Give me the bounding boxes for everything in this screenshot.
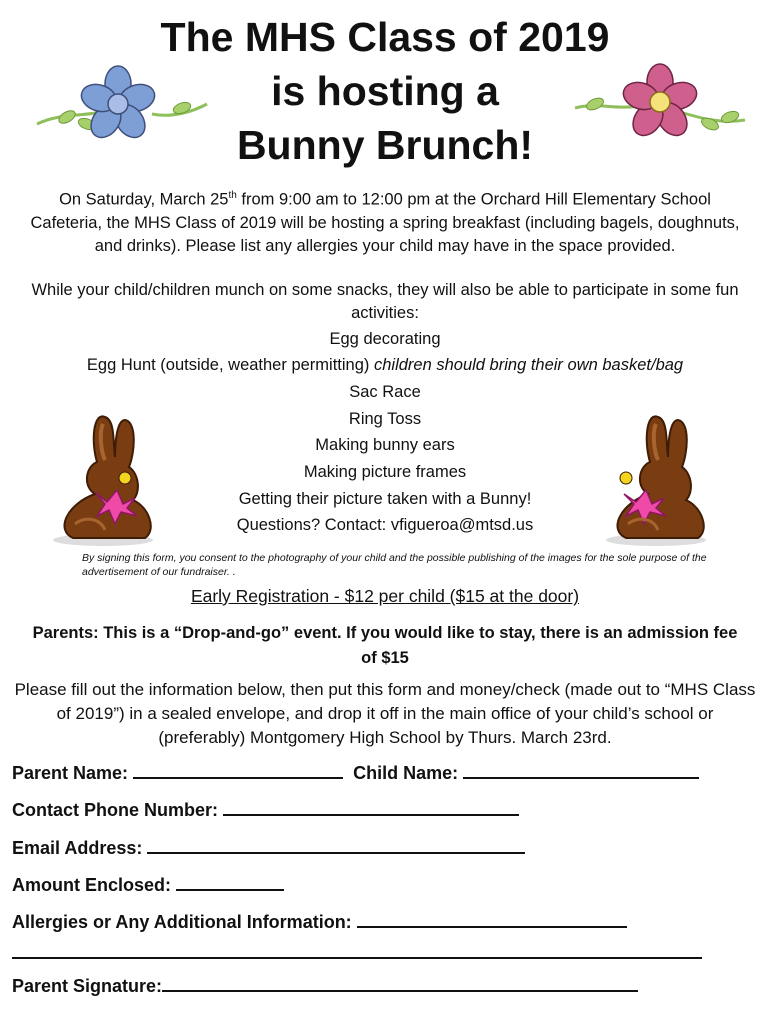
title-line-2: is hosting a [271, 68, 499, 114]
early-registration [0, 586, 770, 607]
parent-name-field[interactable] [133, 761, 343, 779]
child-name-label: Child Name: [353, 763, 459, 783]
amount-field[interactable] [176, 873, 284, 891]
allergies-label: Allergies or Any Additional Information: [12, 912, 352, 932]
instructions: Please fill out the information below, then put this form and money/check (made out to “MHS Class of 2019”) in a sealed envelope, and drop it off in the main office of your child’s school or (preferably) Montgomery High School by Thurs. March 23rd. [14, 680, 756, 747]
contact-phone-label: Contact Phone Number: [12, 800, 219, 820]
allergies-field-line-2[interactable] [12, 941, 702, 959]
intro-date-suffix: th [228, 190, 237, 201]
drop-and-go-notice: Parents: This is a “Drop-and-go” event. If you would like to stay, there is an admission fee of $15 [32, 624, 738, 667]
email-label: Email Address: [12, 838, 143, 858]
parent-name-row [12, 761, 699, 784]
amount-label: Amount Enclosed: [12, 875, 172, 895]
signature-row [12, 974, 638, 997]
title-line-3: Bunny Brunch! [236, 122, 534, 168]
signature-field[interactable] [162, 974, 638, 992]
intro-paragraph [30, 184, 740, 258]
signature-label: Parent Signature: [12, 976, 163, 996]
chocolate-bunny-left-icon [45, 412, 160, 547]
activity-sac-race: Sac Race [349, 383, 421, 401]
amount-row [12, 873, 284, 896]
activity-picture-frames: Making picture frames [303, 463, 467, 481]
activity-ring-toss: Ring Toss [348, 410, 422, 428]
activities-intro: While your child/children munch on some snacks, they will also be able to participate in some fun activities: [31, 281, 739, 322]
intro-text: from 9:00 am to 12:00 pm at the Orchard Hill Elementary School Cafeteria, the MHS Class of 2019 will be hosting a spring breakfast (including bagels, doughnuts, and drinks). Please list any allergies your child may have in the space provided. [30, 190, 740, 255]
early-registration-text: Early Registration - $12 per child ($15 at the door) [190, 586, 580, 606]
activity-egg-decorating: Egg decorating [329, 330, 441, 348]
title-line-1: The MHS Class of 2019 [160, 14, 610, 60]
activity-bunny-ears: Making bunny ears [315, 436, 455, 454]
contact-phone-field[interactable] [223, 798, 519, 816]
parent-name-label: Parent Name: [12, 763, 129, 783]
chocolate-bunny-right-icon [598, 412, 713, 547]
child-name-field[interactable] [463, 761, 699, 779]
egg-hunt-note: children should bring their own basket/bag [373, 356, 684, 374]
page-title [0, 10, 770, 172]
email-row [12, 836, 525, 859]
activity-egg-hunt [0, 352, 770, 379]
contact-phone-row [12, 798, 519, 821]
contact-line: Questions? Contact: vfigueroa@mtsd.us [236, 516, 534, 534]
consent-text: By signing this form, you consent to the photography of your child and the possible publishing of the images for the sole purpose of the advertisement of our fundraiser. . [82, 552, 707, 578]
allergies-row [12, 910, 627, 933]
email-field[interactable] [147, 836, 525, 854]
activity-bunny-picture: Getting their picture taken with a Bunny! [238, 490, 532, 508]
egg-hunt-label: Egg Hunt (outside, weather permitting) [86, 356, 370, 374]
allergies-field[interactable] [357, 910, 627, 928]
intro-date: On Saturday, March 25 [59, 190, 229, 209]
